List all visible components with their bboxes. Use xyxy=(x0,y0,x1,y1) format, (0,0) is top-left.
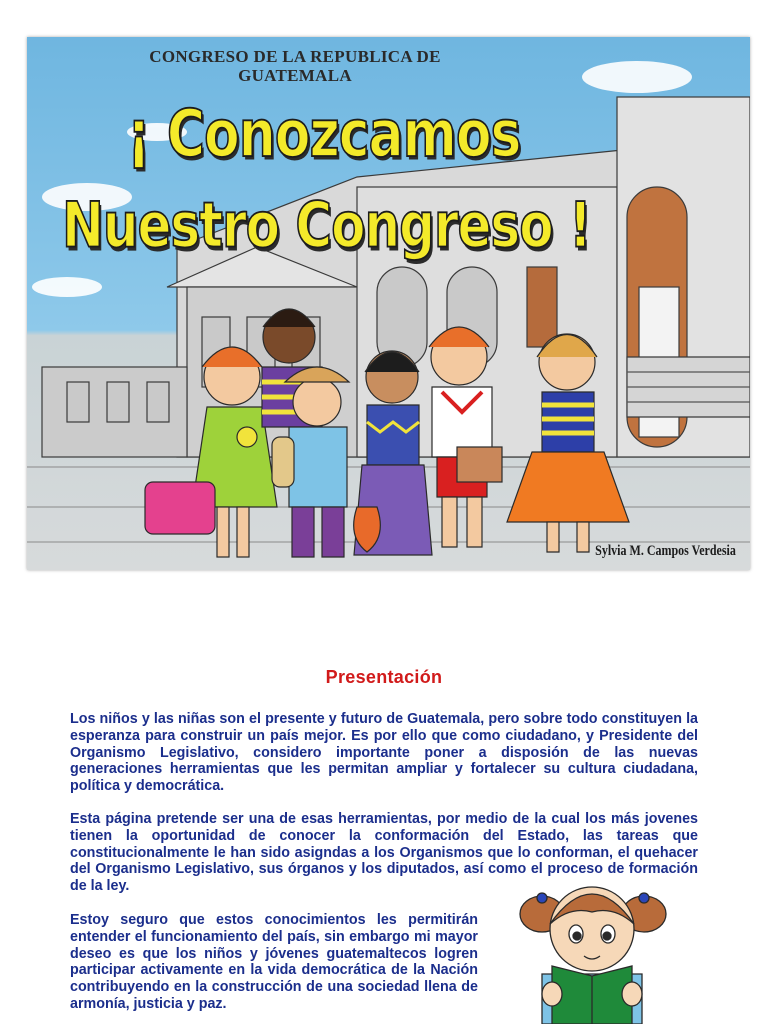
page-title: Presentación xyxy=(325,667,443,687)
reading-girl-illustration xyxy=(512,874,672,1024)
cover-author: Sylvia M. Campos Verdesia xyxy=(595,543,736,559)
cover-title-line1: ¡ Conozcamos xyxy=(127,97,521,172)
paragraph-1: Los niños y las niñas son el presente y futuro de Guatemala, pero sobre todo constituyen la esperanza para construir un país mejor. Es por ello que como ciudadano, y Presidente del Organismo Legislativo, considero importante poner a disposión de las nuevas generaciones herramientas que les permitan ampliar y fortalecer su cultura ciudadana, política y democrática. xyxy=(70,711,698,795)
paragraph-3: Estoy seguro que estos conocimientos les permitirán entender el funcionamiento del país, sin embargo mi mayor deseo es que los niños y jóvenes guatemaltecos logren participar activamente en la vida democrática de la Nación contribuyendo en la construcción de una sociedad llena de armonía, justicia y paz. xyxy=(70,912,478,1012)
paragraph-2: Esta página pretende ser una de esas herramientas, por medio de la cual los más jovenes tienen la oportunidad de conocer la conformación del Estado, las tareas que constitucionalmente le han sido asigndas a los Organismos que lo conforman, el quehacer del Organismo Legislativo, sus órganos y los diputados, así como el proceso de formación de la ley. xyxy=(70,811,698,895)
cover-title-line2: Nuestro Congreso ! xyxy=(62,189,591,262)
cover-institution: CONGRESO DE LA REPUBLICA DE GUATEMALA xyxy=(149,47,441,85)
book-cover xyxy=(27,37,750,570)
